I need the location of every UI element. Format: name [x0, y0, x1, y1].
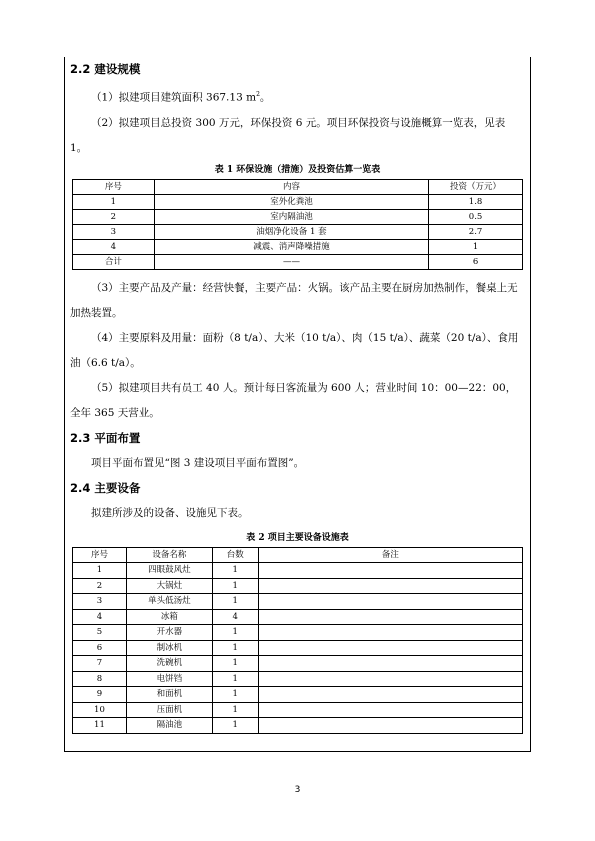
- table-cell: 1: [212, 718, 258, 734]
- table-cell: [258, 671, 522, 687]
- table-cell: [258, 640, 522, 656]
- area-unit-superscript: 2: [256, 91, 260, 98]
- table-cell: 1: [212, 671, 258, 687]
- column-header: 内容: [154, 179, 428, 194]
- equipment-table-body: [73, 563, 523, 734]
- table-cell: 洗碗机: [126, 656, 212, 672]
- table-cell: 单头低汤灶: [126, 594, 212, 610]
- paragraph-investment: （2）拟建项目总投资 300 万元，环保投资 6 元。项目环保投资与设施概算一览表，见表 1。: [70, 116, 506, 154]
- table-cell: [258, 563, 522, 579]
- table-cell: 合计: [73, 254, 155, 269]
- table-cell: 1: [429, 239, 523, 254]
- document-body: [70, 57, 525, 734]
- table-cell: 1: [212, 625, 258, 641]
- table-row: [73, 609, 523, 625]
- table-cell: 室内隔油池: [154, 209, 428, 224]
- table-cell: [258, 625, 522, 641]
- table-cell: [258, 687, 522, 703]
- table-cell: 8: [73, 671, 127, 687]
- table-cell: 室外化粪池: [154, 194, 428, 209]
- table1-caption: 表 1 环保设施（措施）及投资估算一览表: [214, 164, 381, 175]
- table-row: [73, 702, 523, 718]
- table-cell: 开水器: [126, 625, 212, 641]
- column-header: 备注: [258, 547, 522, 563]
- table-cell: 7: [73, 656, 127, 672]
- table-row: [73, 563, 523, 579]
- table-row: [73, 640, 523, 656]
- table-cell: 电饼铛: [126, 671, 212, 687]
- table-cell: [258, 656, 522, 672]
- table-cell: [258, 718, 522, 734]
- table-cell: 1: [212, 594, 258, 610]
- table-total-row: [73, 254, 523, 269]
- equipment-table: [72, 547, 523, 734]
- column-header: 序号: [73, 547, 127, 563]
- table-cell: 2: [73, 209, 155, 224]
- table-cell: 1: [212, 687, 258, 703]
- table-cell: ——: [154, 254, 428, 269]
- table-cell: [258, 609, 522, 625]
- table-cell: 1: [73, 194, 155, 209]
- table-cell: 2.7: [429, 224, 523, 239]
- table-cell: 3: [73, 594, 127, 610]
- table-cell: 0.5: [429, 209, 523, 224]
- area-text-end: 。: [259, 91, 271, 104]
- table2-caption: 表 2 项目主要设备设施表: [246, 532, 349, 543]
- table-cell: 大锅灶: [126, 578, 212, 594]
- table-row: [73, 656, 523, 672]
- table-cell: 四眼鼓风灶: [126, 563, 212, 579]
- paragraph-equipment: 拟建所涉及的设备、设施见下表。: [91, 506, 249, 519]
- table-cell: 减震、消声降噪措施: [154, 239, 428, 254]
- paragraph-layout: 项目平面布置见“图 3 建设项目平面布置图”。: [91, 456, 305, 469]
- table-cell: 4: [73, 239, 155, 254]
- table-cell: 压面机: [126, 702, 212, 718]
- table-cell: 1: [212, 702, 258, 718]
- environmental-investment-table: [72, 179, 523, 270]
- table-row: [73, 625, 523, 641]
- table-cell: 1: [212, 640, 258, 656]
- table-row: [73, 578, 523, 594]
- table-row: [73, 239, 523, 254]
- page-number: 3: [294, 785, 301, 795]
- table-cell: 4: [212, 609, 258, 625]
- table-cell: 9: [73, 687, 127, 703]
- paragraph-products: （3）主要产品及产量：经营快餐，主要产品：火锅。该产品主要在厨房加热制作，餐桌上无加热装置。: [70, 281, 518, 319]
- column-header: 序号: [73, 179, 155, 194]
- table-cell: 3: [73, 224, 155, 239]
- table-cell: 冰箱: [126, 609, 212, 625]
- column-header: 台数: [212, 547, 258, 563]
- table-cell: 4: [73, 609, 127, 625]
- section-heading-2-4: 2.4 主要设备: [70, 480, 141, 495]
- table-cell: 油烟净化设备 1 套: [154, 224, 428, 239]
- table-row: [73, 671, 523, 687]
- section-heading-2-2: 2.2 建设规模: [70, 62, 141, 76]
- table-cell: 和面机: [126, 687, 212, 703]
- table-row: [73, 594, 523, 610]
- table-row: [73, 224, 523, 239]
- table-cell: [258, 578, 522, 594]
- table-cell: 10: [73, 702, 127, 718]
- table-cell: 2: [73, 578, 127, 594]
- table-cell: 1: [73, 563, 127, 579]
- table-cell: 6: [429, 254, 523, 269]
- table-cell: 1: [212, 578, 258, 594]
- paragraph-staff: （5）拟建项目共有员工 40 人。预计每日客流量为 600 人；营业时间 10：00—22：00，全年 365 天营业。: [70, 381, 517, 419]
- table-cell: 制冰机: [126, 640, 212, 656]
- area-text: （1）拟建项目建筑面积 367.13 m: [91, 91, 257, 104]
- paragraph-raw-materials: （4）主要原料及用量：面粉（8 t/a）、大米（10 t/a）、肉（15 t/a）、蔬菜（20 t/a）、食用油（6.6 t/a）。: [70, 331, 519, 369]
- column-header: 设备名称: [126, 547, 212, 563]
- table-header-row: [73, 547, 523, 563]
- table-header-row: [73, 179, 523, 194]
- table-cell: 11: [73, 718, 127, 734]
- table-cell: 1: [212, 656, 258, 672]
- table-cell: 5: [73, 625, 127, 641]
- table-row: [73, 718, 523, 734]
- column-header: 投资（万元）: [429, 179, 523, 194]
- table-cell: [258, 594, 522, 610]
- table-cell: 6: [73, 640, 127, 656]
- table-cell: 1: [212, 563, 258, 579]
- paragraph-building-area: [70, 82, 525, 111]
- table-cell: [258, 702, 522, 718]
- table-cell: 隔油池: [126, 718, 212, 734]
- table-row: [73, 209, 523, 224]
- table-row: [73, 194, 523, 209]
- table-row: [73, 687, 523, 703]
- section-heading-2-3: 2.3 平面布置: [70, 430, 141, 445]
- table-cell: 1.8: [429, 194, 523, 209]
